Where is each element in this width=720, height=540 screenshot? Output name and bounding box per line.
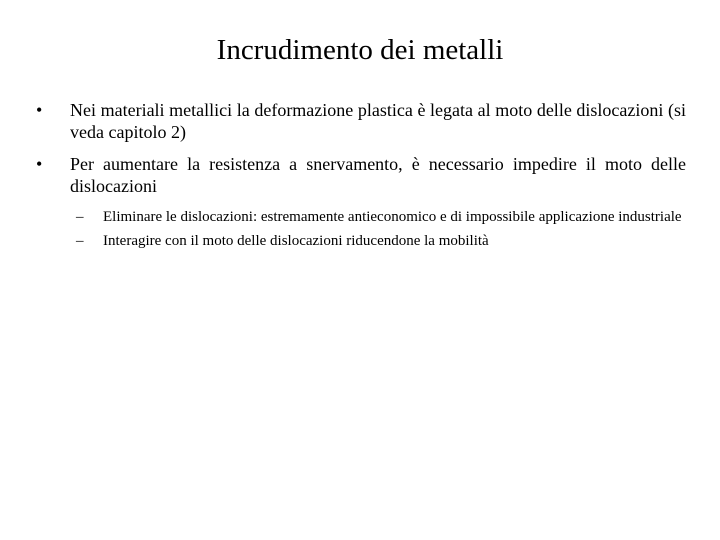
bullet-item [36, 153, 686, 197]
bullet-list [36, 99, 686, 255]
sub-bullet-item [76, 231, 686, 251]
sub-bullet-text: Interagire con il moto delle dislocazioni riducendone la mobilità [103, 233, 489, 249]
dash-icon: – [76, 209, 84, 225]
slide-title: Incrudimento dei metalli [216, 34, 504, 66]
bullet-icon: • [36, 100, 43, 120]
sub-bullet-item [76, 207, 686, 227]
bullet-text: Nei materiali metallici la deformazione plastica è legata al moto delle dislocazioni (si veda capitolo 2) [70, 100, 686, 142]
bullet-item [36, 99, 686, 143]
sub-bullet-list [36, 207, 686, 251]
sub-bullet-text: Eliminare le dislocazioni: estremamente antieconomico e di impossibile applicazione industriale [103, 209, 682, 225]
dash-icon: – [76, 233, 84, 249]
bullet-text: Per aumentare la resistenza a snervamento, è necessario impedire il moto delle dislocazioni [70, 154, 686, 196]
bullet-icon: • [36, 154, 43, 174]
